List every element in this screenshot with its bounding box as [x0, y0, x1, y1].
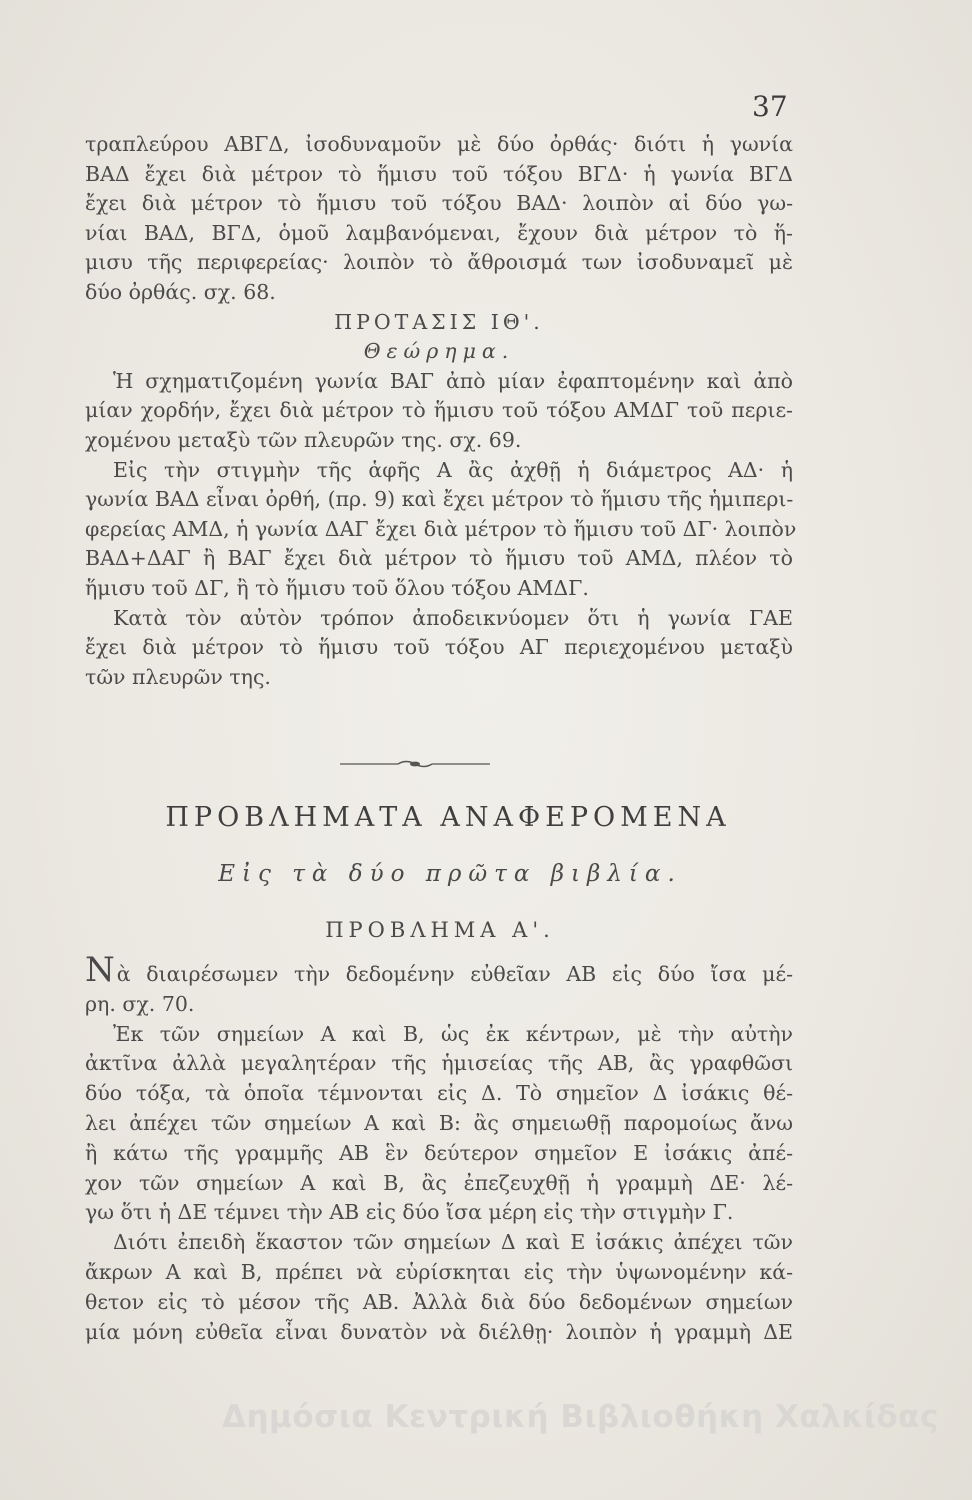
text-line: χον τῶν σημείων Α καὶ Β, ἂς ἐπεζευχθῇ ἡ γραμμὴ ΔΕ· λέ-: [85, 1170, 793, 1195]
text-line: ἄκρων Α καὶ Β, πρέπει νὰ εὑρίσκηται εἰς τὴν ὑψωνομένην κά-: [85, 1259, 793, 1284]
text-line: γω ὅτι ἡ ΔΕ τέμνει τὴν ΑΒ εἰς δύο ἴσα μέρη εἰς τὴν στιγμὴν Γ.: [85, 1200, 734, 1225]
text-line: λει ἀπέχει τῶν σημείων Α καὶ Β: ἂς σημειωθῇ παρομοίως ἄνω: [85, 1110, 793, 1135]
problem-title: ΠΡΟΒΛΗΜΑ Α'.: [325, 918, 555, 942]
lower-text-block: [85, 950, 793, 1347]
text-line: ἀκτῖνα ἀλλὰ μεγαλητέραν τῆς ἡμισείας τῆς ΑΒ, ἂς γραφθῶσι: [85, 1051, 793, 1076]
text-line: ρη. σχ. 70.: [85, 991, 195, 1016]
text-line: Κατὰ τὸν αὐτὸν τρόπον ἀποδεικνύομεν ὅτι ἡ γωνία ΓΑΕ: [113, 605, 793, 630]
proposition-title: ΠΡΟΤΑΣΙΣ ΙΘ'.: [334, 309, 544, 334]
text-line: μίαν χορδήν, ἔχει διὰ μέτρον τὸ ἥμισυ τοῦ τόξου ΑΜΔΓ τοῦ περιε-: [85, 398, 793, 423]
text-line: θετον εἰς τὸ μέσον τῆς ΑΒ. Ἀλλὰ διὰ δύο δεδομένων σημείων: [85, 1289, 793, 1314]
text-line: τραπλεύρου ΑΒΓΔ, ἰσοδυναμοῦν μὲ δύο ὀρθάς· διότι ἡ γωνία: [85, 132, 793, 156]
text-line: Διότι ἐπειδὴ ἕκαστον τῶν σημείων Δ καὶ Ε ἰσάκις ἀπέχει τῶν: [113, 1230, 793, 1255]
text-line: μισυ τῆς περιφερείας· λοιπὸν τὸ ἄθροισμά των ἰσοδυναμεῖ μὲ: [85, 250, 793, 275]
text-line: ἢ κάτω τῆς γραμμῆς ΑΒ ἓν δεύτερον σημεῖον Ε ἰσάκις ἀπέ-: [85, 1140, 793, 1165]
text-line: Ἐκ τῶν σημείων Α καὶ Β, ὡς ἐκ κέντρων, μὲ τὴν αὐτὴν: [113, 1021, 793, 1046]
text-line: φερείας ΑΜΔ, ἡ γωνία ΔΑΓ ἔχει διὰ μέτρον τὸ ἥμισυ τοῦ ΔΓ· λοιπὸν: [85, 516, 797, 541]
section-subtitle: Εἰς τὰ δύο πρῶτα βιβλία.: [218, 861, 682, 887]
text-line: ἔχει διὰ μέτρον τὸ ἥμισυ τοῦ τόξου ΑΓ περιεχομένου μεταξὺ: [85, 635, 793, 660]
drop-cap: Ν: [85, 950, 115, 990]
text-line: δύο ὀρθάς. σχ. 68.: [85, 279, 276, 304]
text-line: τῶν πλευρῶν της.: [85, 664, 271, 689]
library-watermark: Δημόσια Κεντρική Βιβλιοθήκη Χαλκίδας: [222, 1399, 939, 1435]
text-line: μία μόνη εὐθεῖα εἶναι δυνατὸν νὰ διέλθῃ· λοιπὸν ἡ γραμμὴ ΔΕ: [85, 1319, 793, 1344]
text-line: γωνία ΒΑΔ εἶναι ὀρθή, (πρ. 9) καὶ ἔχει μέτρον τὸ ἥμισυ τῆς ἡμιπερι-: [85, 487, 794, 512]
theorem-label: Θεώρημα.: [363, 339, 515, 364]
text-line: ἔχει διὰ μέτρον τὸ ἥμισυ τοῦ τόξου ΒΑΔ· λοιπὸν αἱ δύο γω-: [85, 191, 793, 216]
page-number: 37: [752, 90, 788, 123]
text-line: ΒΑΔ ἔχει διὰ μέτρον τὸ ἥμισυ τοῦ τόξου ΒΓΔ· ἡ γωνία ΒΓΔ: [85, 161, 793, 186]
upper-text-block: [85, 130, 797, 692]
text-line-with-dropcap: [85, 950, 793, 990]
section-title: ΠΡΟΒΛΗΜΑΤΑ ΑΝΑΦΕΡΟΜΕΝΑ: [165, 802, 731, 833]
text-line: Ἡ σχηματιζομένη γωνία ΒΑΓ ἀπὸ μίαν ἐφαπτομένην καὶ ἀπὸ: [113, 368, 793, 393]
text-line: νίαι ΒΑΔ, ΒΓΔ, ὁμοῦ λαμβανόμεναι, ἔχουν διὰ μέτρον τὸ ἥ-: [85, 220, 793, 245]
text-line: Εἰς τὴν στιγμὴν τῆς ἁφῆς Α ἂς ἀχθῇ ἡ διάμετρος ΑΔ· ἡ: [113, 457, 793, 482]
text-line: ἥμισυ τοῦ ΔΓ, ἢ τὸ ἥμισυ τοῦ ὅλου τόξου ΑΜΔΓ.: [85, 575, 589, 600]
text-line: ὰ διαιρέσωμεν τὴν δεδομένην εὐθεῖαν ΑΒ εἰς δύο ἴσα μέ-: [116, 962, 793, 986]
text-line: ΒΑΔ+ΔΑΓ ἢ ΒΑΓ ἔχει διὰ μέτρον τὸ ἥμισυ τοῦ ΑΜΔ, πλέον τὸ: [85, 546, 793, 571]
text-line: χομένου μεταξὺ τῶν πλευρῶν της. σχ. 69.: [85, 427, 522, 452]
text-line: δύο τόξα, τὰ ὁποῖα τέμνονται εἰς Δ. Τὸ σημεῖον Δ ἰσάκις θέ-: [85, 1081, 793, 1106]
ornament-divider: [340, 758, 490, 770]
